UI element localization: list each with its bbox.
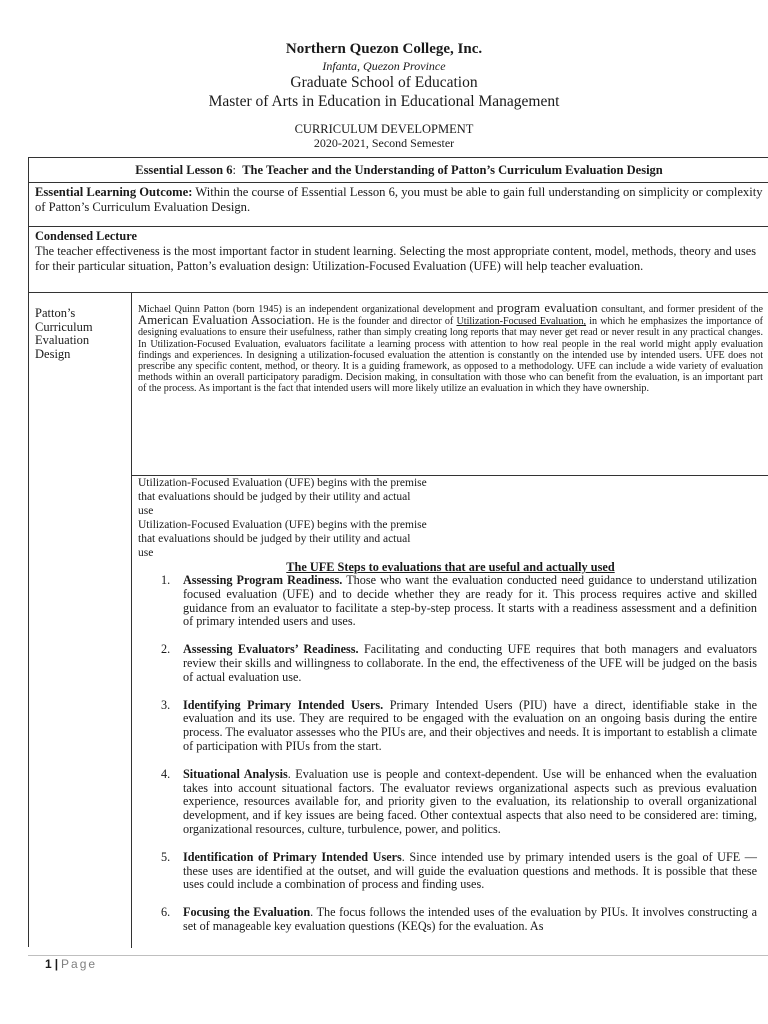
step-number: 3.	[161, 697, 171, 712]
lesson-table	[28, 157, 768, 947]
step-item	[138, 851, 763, 892]
lesson-label: Essential Lesson 6	[135, 163, 233, 177]
step-item	[138, 699, 763, 754]
step-title: Identification of Primary Intended Users	[183, 849, 402, 864]
bio-text-2: consultant, and former president of the	[601, 304, 763, 315]
lecture-label: Condensed Lecture	[35, 229, 137, 243]
course-title: CURRICULUM DEVELOPMENT	[294, 122, 474, 136]
step-text: . Evaluation use is people and context-dependent. Use will be enhanced when the evaluation takes into account situational factors. The evaluator reviews organizational aspects such as previous evaluation experience, resources available for, and priority given to the evaluation, its relationship to overall organizational development, and if key issues are being faced. Other contextual aspects that also need to be considered are: timing, organizational resources, culture, turbulence, power, and politics.	[183, 766, 758, 836]
page-footer	[45, 957, 97, 971]
step-item	[138, 906, 763, 934]
side-label-cell	[29, 293, 132, 948]
step-text: Primary Intended Users (PIU) have a direct, identifiable stake in the evaluation and its use. They are required to be engaged with the evaluation on an ongoing basis during the entire process. The evaluator assesses who the PIUs are, and their objectives and needs. It is important to establish a climate of participation with PIUs from the start.	[183, 697, 757, 753]
college-name: Northern Quezon College, Inc.	[285, 41, 483, 57]
footer-divider	[28, 955, 768, 956]
lesson-heading-row: Essential Lesson 6: The Teacher and the Understanding of Patton’s Curriculum Evaluation Design	[29, 158, 768, 183]
document-header	[0, 40, 768, 150]
condensed-lecture-row	[29, 227, 768, 293]
school-name: Graduate School of Education	[290, 74, 478, 91]
step-number: 1.	[161, 573, 171, 587]
step-text: Those who want the evaluation conducted need guidance to understand utilization focused evaluation (UFE) and to decide whether they are ready for it. This process requires active and skilled guidance from an evaluator to facilitate a step-by-step process. It starts with a readiness assessment and a definition of primary intended users and uses.	[183, 573, 757, 629]
program-name: Master of Arts in Education in Educational Management	[208, 93, 560, 110]
step-number: 2.	[161, 642, 171, 657]
bio-link-program-evaluation: program evaluation	[496, 301, 598, 315]
step-title: Assessing Evaluators’ Readiness.	[183, 642, 359, 657]
premise-text: Utilization-Focused Evaluation (UFE) begins with the premise that evaluations should be judged by their utility and actual use	[138, 477, 427, 517]
step-text: . The focus follows the intended uses of the evaluation by PIUs. It involves constructing a set of manageable key evaluation questions (KEQs) for the evaluation. As	[183, 905, 757, 933]
bio-link-ufe: Utilization-Focused Evaluation,	[456, 316, 587, 328]
bio-text-3: He is the founder and director of	[317, 316, 454, 328]
step-title: Assessing Program Readiness.	[183, 573, 343, 587]
step-text: Facilitating and conducting UFE requires that both managers and evaluators review their skills and willingness to collaborate. In the end, the effectiveness of the UFE will be judged on the basis of actual evaluation use.	[183, 642, 757, 684]
step-number: 6.	[161, 905, 171, 920]
bio-text-1: Michael Quinn Patton (born 1945) is an independent organizational development and	[138, 304, 494, 315]
academic-term: 2020-2021, Second Semester	[313, 136, 455, 150]
lesson-title: The Teacher and the Understanding of Patton’s Curriculum Evaluation Design	[242, 163, 663, 177]
outcome-label: Essential Learning Outcome:	[35, 185, 193, 199]
step-title: Situational Analysis	[183, 766, 288, 781]
step-number: 5.	[161, 849, 171, 864]
outcome-text: Within the course of Essential Lesson 6, you must be able to gain full understanding on simplicity or complexity of Patton’s Curriculum Evaluation Design.	[35, 185, 763, 214]
step-title: Identifying Primary Intended Users.	[183, 697, 384, 712]
step-item	[138, 643, 763, 684]
step-number: 4.	[161, 766, 171, 781]
page-label: Page	[61, 957, 98, 971]
patton-bio-cell	[132, 293, 768, 476]
steps-list	[138, 574, 763, 934]
learning-outcome-row	[29, 183, 768, 227]
college-location: Infanta, Quezon Province	[322, 59, 446, 73]
side-label: Patton’s Curriculum Evaluation Design	[35, 306, 93, 361]
step-text: . Since intended use by primary intended users is the goal of UFE — these uses are identified at the outset, and will guide the evaluation questions and methods. It is possible that these uses could include a combination of process and finding uses.	[183, 849, 757, 892]
page-number: 1	[45, 957, 52, 971]
premise-text-repeat: Utilization-Focused Evaluation (UFE) begins with the premise that evaluations should be judged by their utility and actual use	[138, 519, 427, 559]
lecture-text: The teacher effectiveness is the most important factor in student learning. Selecting the most appropriate content, model, methods, theory and uses for their particular situation, Patton’s evaluation design: Utilization-Focused Evaluation (UFE) will help teacher evaluation.	[35, 244, 756, 273]
page-separator: |	[54, 957, 59, 971]
steps-title: The UFE Steps to evaluations that are useful and actually used	[286, 560, 615, 574]
step-title: Focusing the Evaluation	[183, 905, 311, 920]
ufe-steps-cell	[132, 476, 768, 948]
step-item	[138, 768, 763, 837]
bio-link-aea: American Evaluation Association.	[138, 313, 315, 328]
step-item	[138, 574, 763, 629]
bio-text-4: in which he emphasizes the importance of designing evaluations to ensure their usefulness, rather than simply creating long reports that may never get read or never result in any practical changes. In Utilization-Focused Evaluation, evaluators facilitate a learning process with attention to how real people in the real world might apply evaluation findings and experiences. In designing a utilization-focused evaluation the attention is constantly on the intended use by intended users. UFE does not prescribe any specific content, method, or theory. It is a guiding framework, as opposed to a methodology. UFE can include a wide variety of evaluation methods within an overall participatory paradigm. Decision making, in consultation with those who can benefit from the evaluation, is an important part of the process. As important is the fact that intended users will more likely utilize an evaluation in which they have ownership.	[138, 316, 763, 395]
